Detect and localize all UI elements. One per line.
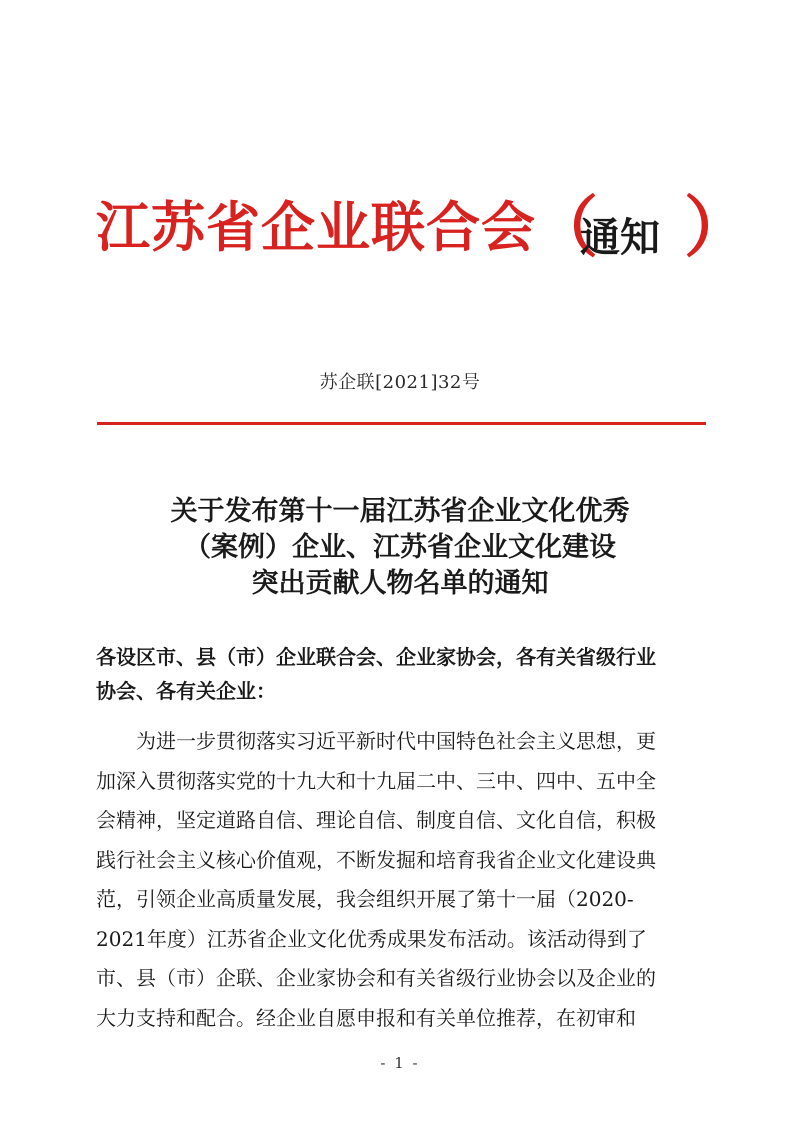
body-line: 范，引领企业高质量发展，我会组织开展了第十一届（2020- bbox=[96, 887, 634, 911]
red-divider bbox=[97, 422, 706, 425]
letterhead bbox=[96, 188, 750, 286]
body-line: 市、县（市）企联、企业家协会和有关省级行业协会以及企业的 bbox=[96, 966, 656, 990]
body-line: 加深入贯彻落实党的十九大和十九届二中、三中、四中、五中全 bbox=[96, 768, 656, 793]
document-number: 苏企联[2021]32号 bbox=[319, 372, 481, 393]
salutation-line: 协会、各有关企业： bbox=[96, 679, 276, 703]
body-line: 践行社会主义核心价值观，不断发掘和培育我省企业文化建设典 bbox=[96, 847, 656, 872]
page-number: - 1 - bbox=[380, 1054, 420, 1072]
letterhead-left-paren: （ bbox=[532, 188, 598, 266]
document-type: 通知 bbox=[580, 214, 660, 261]
salutation-line: 各设区市、县（市）企业联合会、企业家协会，各有关省级行业 bbox=[96, 645, 656, 669]
body-text bbox=[96, 722, 716, 1038]
body-line: 为进一步贯彻落实习近平新时代中国特色社会主义思想，更 bbox=[136, 729, 656, 753]
letterhead-right-paren: ） bbox=[684, 188, 750, 266]
document-title bbox=[0, 494, 800, 602]
body-line: 大力支持和配合。经企业自愿申报和有关单位推荐，在初审和 bbox=[96, 1005, 636, 1030]
title-line: 突出贡献人物名单的通知 bbox=[251, 568, 549, 599]
title-line: （案例）企业、江苏省企业文化建设 bbox=[184, 532, 616, 563]
body-line: 2021年度）江苏省企业文化优秀成果发布活动。该活动得到了 bbox=[96, 926, 647, 951]
salutation bbox=[96, 640, 716, 708]
organization-name: 江苏省企业联合会 bbox=[96, 195, 536, 259]
title-line: 关于发布第十一届江苏省企业文化优秀 bbox=[170, 496, 630, 527]
body-line: 会精神，坚定道路自信、理论自信、制度自信、文化自信，积极 bbox=[96, 808, 656, 832]
